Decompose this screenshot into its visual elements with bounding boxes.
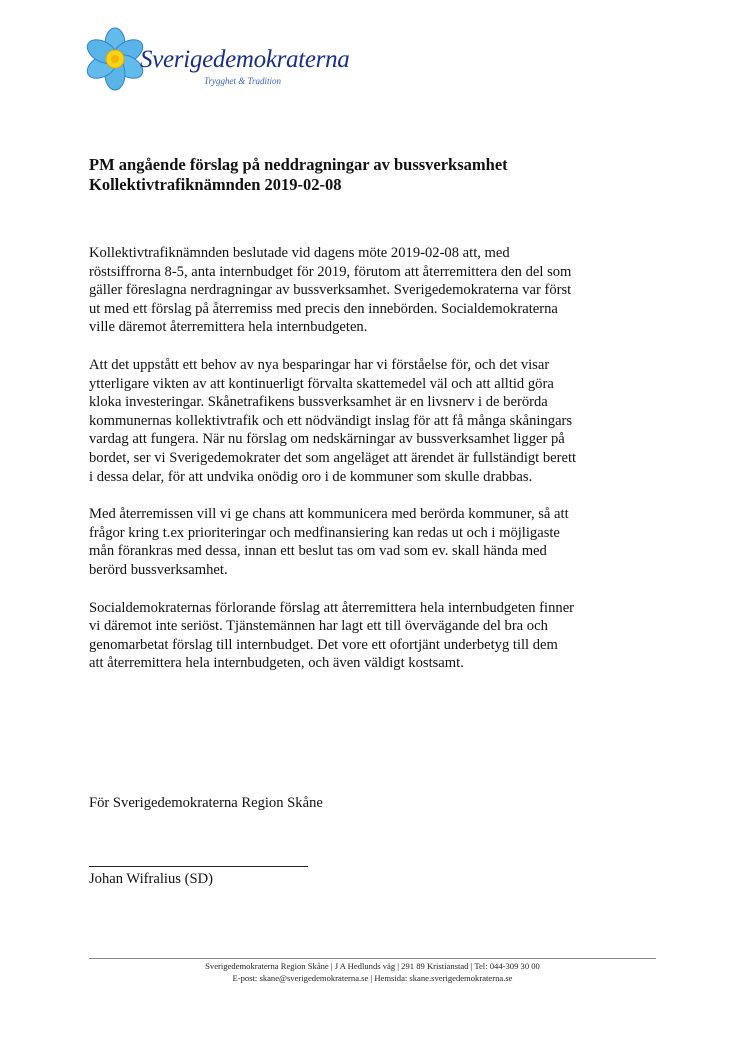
paragraph-line: att återremittera hela internbudgeten, och även väldigt kostsamt.	[89, 655, 464, 672]
paragraph-line: röstsiffrorna 8-5, anta internbudget för 2019, förutom att återremittera den del som	[89, 263, 572, 280]
paragraph-line: bordet, ser vi Sverigedemokrater det som angeläget att ärendet är fullständigt berett	[89, 449, 577, 466]
document-body	[89, 244, 669, 692]
paragraph-line: vi däremot inte seriöst. Tjänstemännen har lagt ett till övervägande del bra och	[89, 618, 548, 635]
paragraph-line: mån förankras med dessa, innan ett beslut tas om vad som ev. skall hända med	[89, 543, 547, 560]
footer-divider	[89, 958, 656, 959]
paragraph-line: i dessa delar, för att undvika onödig oro i de kommuner som skulle drabbas.	[89, 468, 533, 485]
paragraph-line: berörd bussverksamhet.	[89, 561, 228, 578]
paragraph-2	[89, 356, 669, 486]
logo-tagline: Trygghet & Tradition	[204, 76, 282, 86]
paragraph-1	[89, 244, 669, 337]
logo	[82, 26, 350, 96]
paragraph-line: Med återremissen vill vi ge chans att kommunicera med berörda kommuner, så att	[89, 506, 569, 523]
heading-subtitle: Kollektivtrafiknämnden 2019-02-08	[89, 175, 342, 194]
heading-title: PM angående förslag på neddragningar av bussverksamhet	[89, 155, 508, 174]
paragraph-line: kommunernas kollektivtrafik och ett nödvändigt inslag för att få många skåningars	[89, 412, 573, 429]
document-heading	[89, 155, 689, 195]
paragraph-line: ytterligare vikten av att kontinuerligt förvalta skattemedel väl och att alltid göra	[89, 375, 554, 392]
paragraph-line: genomarbetat förslag till internbudget. Det vore ett ofortjänt underbetyg till dem	[89, 636, 558, 653]
signature-line	[89, 866, 308, 867]
logo-wordmark: Sverigedemokraterna	[140, 46, 350, 73]
paragraph-line: frågor kring t.ex prioriteringar och medfinansiering kan redas ut och i möjligaste	[89, 524, 560, 541]
signature-name: Johan Wifralius (SD)	[89, 871, 213, 887]
paragraph-line: Att det uppstått ett behov av nya besparingar har vi förståelse för, och det visar	[89, 356, 550, 373]
closing-line: För Sverigedemokraterna Region Skåne	[89, 795, 323, 811]
paragraph-line: Socialdemokraternas förlorande förslag att återremittera hela internbudgeten finner	[89, 599, 575, 616]
paragraph-3	[89, 505, 669, 579]
paragraph-line: Kollektivtrafiknämnden beslutade vid dagens möte 2019-02-08 att, med	[89, 245, 510, 261]
footer	[89, 961, 656, 984]
paragraph-4	[89, 599, 669, 673]
blue-flower-icon	[82, 26, 148, 92]
footer-contact: E-post: skane@sverigedemokraterna.se | Hemsida: skane.sverigedemokraterna.se	[232, 972, 513, 983]
paragraph-line: ville däremot återremittera hela internbudgeten.	[89, 319, 368, 336]
paragraph-line: ut med ett förslag på återremiss med precis den innebörden. Socialdemokraterna	[89, 300, 558, 317]
paragraph-line: gäller föreslagna nerdragningar av bussverksamhet. Sverigedemokraterna var först	[89, 282, 572, 299]
paragraph-line: vardag att fungera. När nu förslag om nedskärningar av bussverksamhet ligger på	[89, 431, 565, 448]
footer-address: Sverigedemokraterna Region Skåne | J A Hedlunds väg | 291 89 Kristianstad | Tel: 044-309 30 00	[205, 961, 540, 971]
paragraph-line: kloka investeringar. Skånetrafikens bussverksamhet är en livsnerv i de berörda	[89, 394, 548, 411]
